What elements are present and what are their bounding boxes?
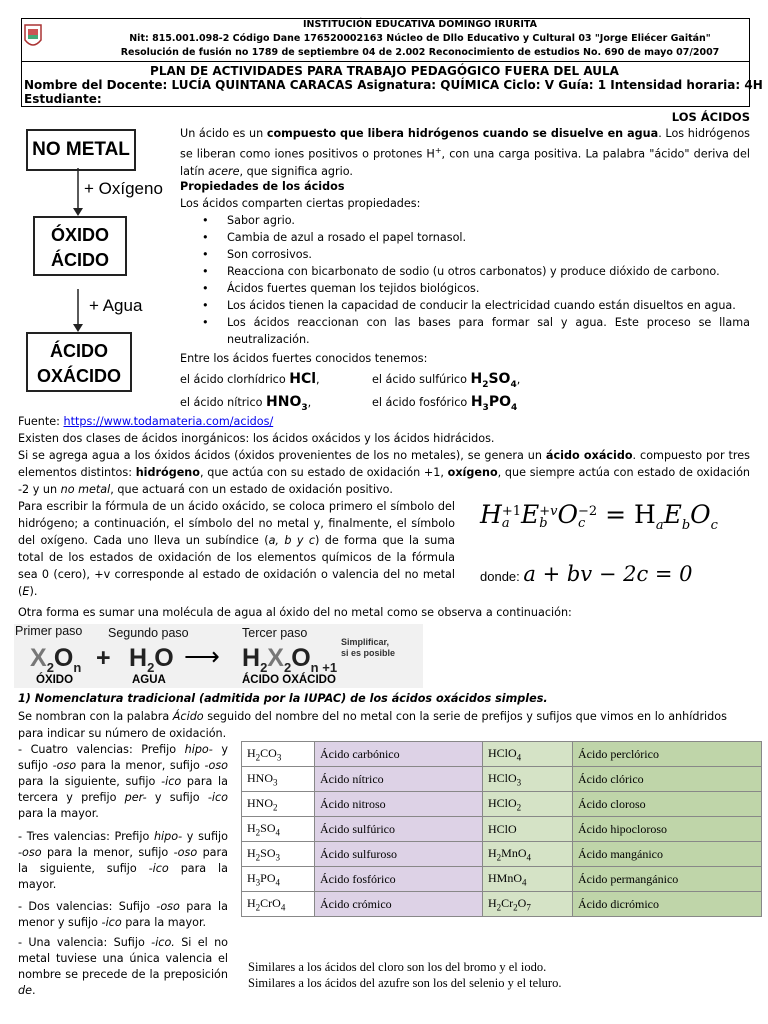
subscripts-abc: a, b y c: [268, 534, 316, 547]
intro-paragraph: [180, 125, 750, 180]
acid-name-cell: Ácido sulfuroso: [315, 842, 483, 867]
acid-name-cell: Ácido sulfúrico: [315, 817, 483, 842]
acid-name: el ácido nítrico: [180, 396, 267, 409]
separator: ,: [316, 373, 320, 386]
acid-name-cell: Ácido carbónico: [315, 742, 483, 767]
intro-proton-charge: +: [434, 146, 442, 155]
oxidation-condition: donde: a + bv − 2c = 0: [480, 562, 693, 586]
intro-text-d: , con una carga positiva. La palabra "ácido" deriva del latín: [180, 147, 750, 178]
rule-one-valence: - Una valencia: Sufijo -ico. Si el no metal tuviese una única valencia el nombre se precede de la preposición de.: [18, 936, 229, 997]
term-no-metal: no metal: [60, 483, 111, 496]
rule-four-valences: - Cuatro valencias: Prefijo hipo- y sufijo -oso para la menor, sufijo -oso para la siguiente, sufijo -ico para la tercera y prefijo per- y sufijo -ico para la mayor.: [18, 743, 228, 820]
symbol-e: E: [22, 585, 30, 598]
flow-box-oxido-line2: ÁCIDO: [51, 250, 109, 270]
separator: ,: [307, 396, 312, 409]
acid-formula-cell: $HNO_3$: [242, 767, 315, 792]
oxide-label: ÓXIDO: [36, 674, 74, 686]
acid-formula-cell: HClO$_3$: [483, 767, 573, 792]
plan-title: PLAN DE ACTIVIDADES PARA TRABAJO PEDAGÓGICO FUERA DEL AULA: [150, 64, 619, 78]
formula-paragraph: Para escribir la fórmula de un ácido oxácido, se coloca primero el símbolo del hidrógeno; a continuación, el símbolo del no metal y, finalmente, el símbolo del oxígeno. Cada uno lleva un subíndice (a, b y c) de forma que la suma total de los estados de oxidación de los elementos químicos de la fórmula sea 0 (cero), +v corresponde al estado de oxidación o valencia del no metal (E).: [18, 500, 455, 598]
acid-formula: $H_3PO_4$: [470, 394, 518, 413]
reaction-oxide: $X_2O_n$: [30, 644, 82, 675]
term-acido-oxacido: ácido oxácido: [545, 449, 633, 462]
acid-formula-cell: $H_2CO_3$: [242, 742, 315, 767]
property-item: • Son corrosivos.: [180, 246, 750, 263]
flow-box-oxido-acido: [33, 216, 127, 276]
property-item: • Cambia de azul a rosado el papel tornasol.: [180, 229, 750, 246]
acid-formula: $H_2SO_4$: [470, 371, 517, 390]
step-1-label: Primer paso: [15, 624, 83, 638]
acid-name-cell: Ácido dicrómico: [573, 892, 762, 917]
table-row: [242, 867, 762, 892]
properties-title: Propiedades de los ácidos: [180, 180, 345, 193]
separator: ,: [516, 373, 521, 386]
acid-name-cell: Ácido permangánico: [573, 867, 762, 892]
term-hidrogeno: hidrógeno: [135, 466, 200, 479]
step-3-label: Tercer paso: [242, 626, 308, 640]
acid-name-cell: Ácido nítrico: [315, 767, 483, 792]
acid-name-cell: Ácido perclórico: [573, 742, 762, 767]
acid-formula-cell: HClO: [483, 817, 573, 842]
rule-two-valences: - Dos valencias: Sufijo -oso para la menor y sufijo -ico para la mayor.: [18, 900, 228, 929]
flow-box-oxido-line1: ÓXIDO: [50, 225, 109, 245]
school-crest-icon: [23, 22, 43, 52]
note-halogens: Similares a los ácidos del cloro son los del bromo y el iodo.: [248, 960, 547, 974]
acid-formula: $HNO_3$: [266, 394, 308, 413]
school-name: INSTITUCIÓN EDUCATIVA DOMINGO IRURITA: [302, 19, 538, 30]
oxacid-paragraph: Si se agrega agua a los óxidos ácidos (óxidos provenientes de los no metales), se genera un ácido oxácido. compuesto por tres elementos distintos: hidrógeno, que actúa con su estado de oxidación +1, oxígeno, que siempre actúa con estado de oxidación -2 y un no metal, que actuará con un estado de oxidación positivo.: [18, 449, 750, 496]
intro-definition: compuesto que libera hidrógenos cuando se disuelve en agua: [266, 127, 659, 140]
estudiante-label: Estudiante:: [24, 92, 102, 106]
flow-label-oxigeno: + Oxígeno: [84, 179, 163, 198]
property-item: • Los ácidos reaccionan con las bases para formar sal y agua. Este proceso se llama neutralización.: [180, 314, 750, 348]
reaction-arrow: ⟶: [184, 643, 220, 671]
table-row: [242, 742, 762, 767]
source-line: [18, 413, 273, 430]
classes-text: Existen dos clases de ácidos inorgánicos: los ácidos oxácidos y los ácidos hidrácidos.: [18, 432, 495, 445]
acid-formula-cell: $H_2Cr_2O_7$: [483, 892, 573, 917]
oxacid-names-table: [241, 741, 762, 917]
acid-formula-cell: HMnO$_4$: [483, 867, 573, 892]
strong-acid-hcl: [180, 371, 320, 387]
product-label: ÁCIDO OXÁCIDO: [242, 674, 336, 686]
reaction-product: $H_2X_2O_{n +1}$: [242, 644, 338, 675]
acid-name: el ácido sulfúrico: [372, 373, 471, 386]
table-row: [242, 817, 762, 842]
acid-formula-cell: $H_3PO_4$: [242, 867, 315, 892]
water-text: Otra forma es sumar una molécula de agua al óxido del no metal como se observa a continuación:: [18, 606, 572, 619]
acid-formula-cell: $H_2SO_3$: [242, 842, 315, 867]
intro-text-c: . Los hidrógenos se liberan como iones positivos o protones H: [180, 127, 751, 161]
acid-name-cell: Ácido cloroso: [573, 792, 762, 817]
acid-name-cell: Ácido mangánico: [573, 842, 762, 867]
school-nit-line: Nit: 815.001.098-2 Código Dane 176520002163 Núcleo de Dllo Educativo y Cultural 03 "Jorge Eliécer Gaitán": [129, 33, 711, 44]
rule-three-valences: - Tres valencias: Prefijo hipo- y sufijo -oso para la menor, sufijo -oso para la siguiente, sufijo -ico para la mayor.: [18, 830, 229, 891]
simplify-note: Simplificar, si es posible: [341, 637, 396, 658]
acid-formula: HCl: [289, 371, 317, 387]
strong-acids-lead: Entre los ácidos fuertes conocidos tenemos:: [180, 352, 428, 365]
acid-name-cell: Ácido crómico: [315, 892, 483, 917]
nomenclature-title: 1) Nomenclatura tradicional (admitida por la IUPAC) de los ácidos oxácidos simples.: [18, 692, 548, 705]
properties-list: [180, 212, 750, 348]
table-row: [242, 842, 762, 867]
source-label: Fuente:: [18, 415, 64, 428]
acid-name-cell: Ácido hipocloroso: [573, 817, 762, 842]
acid-formula-cell: $H_2SO_4$: [242, 817, 315, 842]
flow-box-no-metal: NO METAL: [26, 129, 136, 171]
flow-box-acido-oxacido: [26, 332, 132, 392]
property-item: • Ácidos fuertes queman los tejidos biológicos.: [180, 280, 750, 297]
school-resolution-line: Resolución de fusión no 1789 de septiembre 04 de 2.002 Reconocimiento de estudios No. 690 de mayo 07/2007: [120, 47, 720, 58]
docente-line: Nombre del Docente: LUCÍA QUINTANA CARACAS Asignatura: QUÍMICA Ciclo: V Guía: 1 Intensidad horaria: 4H: [24, 78, 763, 92]
acid-name-cell: Ácido clórico: [573, 767, 762, 792]
note-chalcogens: Similares a los ácidos del azufre son los del selenio y el teluro.: [248, 976, 562, 990]
intro-text-a: Un ácido es un: [180, 127, 267, 140]
section-title: LOS ÁCIDOS: [671, 110, 750, 124]
acid-formula-cell: HClO$_4$: [483, 742, 573, 767]
properties-lead: Los ácidos comparten ciertas propiedades:: [180, 197, 421, 210]
general-oxacid-formula: H +1 a E +v b O −2 c = $H_aE_bO_c$: [480, 500, 718, 533]
intro-latin-word: acere: [208, 164, 240, 178]
strong-acid-h2so4: [372, 371, 520, 390]
flow-box-acido-line2: OXÁCIDO: [36, 366, 121, 386]
table-row: [242, 767, 762, 792]
acid-formula-cell: $HNO_2$: [242, 792, 315, 817]
table-row: [242, 892, 762, 917]
acid-formula-cell: $H_2MnO_4$: [483, 842, 573, 867]
term-oxigeno: oxígeno: [447, 466, 498, 479]
source-link[interactable]: https://www.todamateria.com/acidos/: [63, 415, 274, 428]
acid-formula-cell: HClO$_2$: [483, 792, 573, 817]
strong-acid-h3po4: [372, 394, 517, 413]
nomenclature-intro: Se nombran con la palabra Ácido seguido del nombre del no metal con la serie de prefijos y sufijos que vimos en lo anhídridos para indicar su número de oxidación.: [18, 710, 727, 740]
flow-box-acido-line1: ÁCIDO: [50, 341, 108, 361]
acid-name-cell: Ácido fosfórico: [315, 867, 483, 892]
table-row: [242, 792, 762, 817]
reaction-plus: +: [96, 644, 111, 672]
property-item: • Sabor agrio.: [180, 212, 750, 229]
property-item: • Reacciona con bicarbonato de sodio (u otros carbonatos) y produce dióxido de carbono.: [180, 263, 750, 280]
property-item: • Los ácidos tienen la capacidad de conducir la electricidad cuando están disueltos en agua.: [180, 297, 750, 314]
water-label: AGUA: [132, 674, 166, 686]
acid-name: el ácido fosfórico: [372, 396, 471, 409]
intro-text-f: , que significa agrio.: [239, 164, 353, 178]
acid-name: el ácido clorhídrico: [180, 373, 290, 386]
reaction-water: $H_2O$: [129, 644, 174, 675]
step-2-label: Segundo paso: [108, 626, 189, 640]
acid-formula-cell: $H_2CrO_4$: [242, 892, 315, 917]
acid-name-cell: Ácido nitroso: [315, 792, 483, 817]
flow-label-agua: + Agua: [89, 296, 143, 315]
strong-acid-hno3: [180, 394, 311, 413]
